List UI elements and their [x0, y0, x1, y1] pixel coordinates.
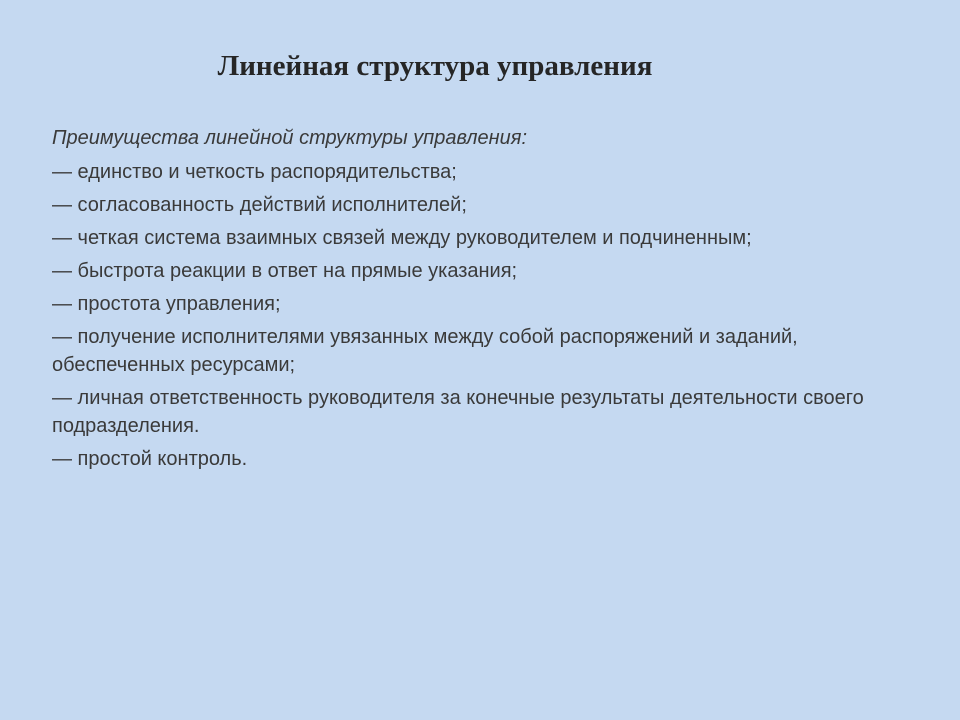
- list-item: — получение исполнителями увязанных между собой распоряжений и заданий, обеспеченных ресурсами;: [52, 326, 798, 376]
- list-item: — простота управления;: [52, 293, 281, 315]
- slide-content: [52, 124, 912, 478]
- advantages-list: [52, 158, 912, 473]
- list-item: — быстрота реакции в ответ на прямые указания;: [52, 260, 518, 282]
- list-item: — единство и четкость распорядительства;: [52, 161, 457, 183]
- list-item: — личная ответственность руководителя за конечные результаты деятельности своего подразделения.: [52, 387, 864, 437]
- list-item: — простой контроль.: [52, 448, 248, 470]
- list-item: — согласованность действий исполнителей;: [52, 194, 467, 216]
- list-item: — четкая система взаимных связей между руководителем и подчиненным;: [52, 227, 752, 249]
- advantages-heading: Преимущества линейной структуры управления:: [52, 127, 528, 149]
- slide-title: Линейная структура управления: [217, 50, 653, 82]
